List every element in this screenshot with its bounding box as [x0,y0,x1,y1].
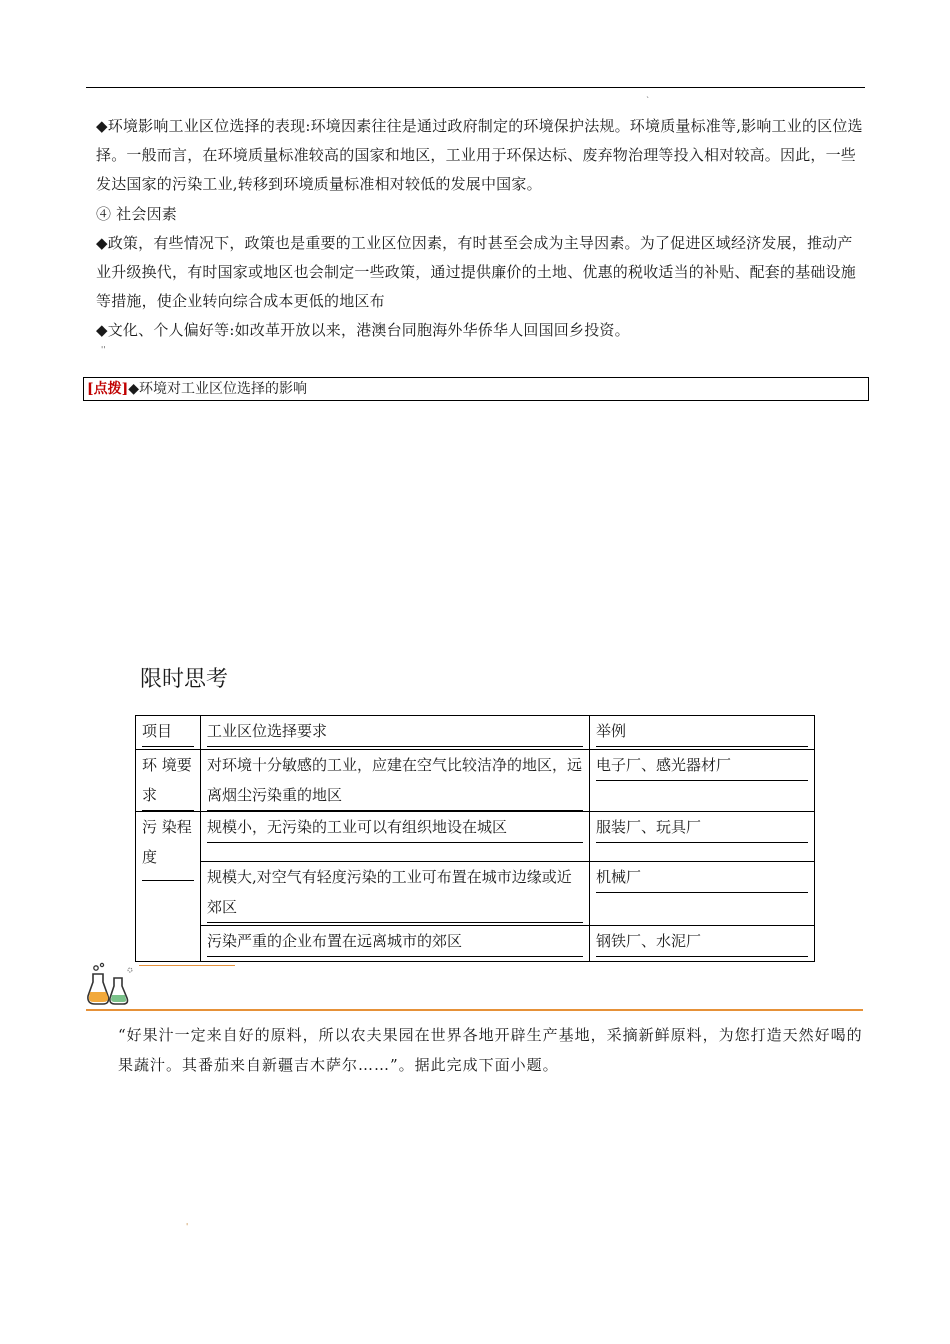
requirement-cell: 规模大,对空气有轻度污染的工业可布置在城市边缘或近郊区 [207,862,583,923]
example-cell: 电子厂、感光器材厂 [596,750,808,781]
requirement-cell: 对环境十分敏感的工业，应建在空气比较洁净的地区，远离烟尘污染重的地区 [207,750,583,811]
thinking-table [135,715,815,962]
quote-text: “好果汁一定来自好的原料，所以农夫果园在世界各地开辟生产基地，采摘新鲜原料，为您打造天然好喝的果蔬汁。其番茄来自新疆吉木萨尔……”。据此完成下面小题。 [118,1026,863,1074]
example-cell: 钢铁厂、水泥厂 [596,926,808,957]
header-cell: 项目 [142,716,194,747]
paragraph-policy: ◆政策，有些情况下，政策也是重要的工业区位因素，有时甚至会成为主导因素。为了促进区域经济发展，推动产业升级换代，有时国家或地区也会制定一些政策，通过提供廉价的土地、优惠的税收适当的补贴、配套的基础设施等措施，使企业转向综合成本更低的地区布 [96,234,857,310]
paragraph-environment: ◆环境影响工业区位选择的表现:环境因素往往是通过政府制定的环境保护法规。环境质量标准等,影响工业的区位选择。一般而言，在环境质量标准较高的国家和地区，工业用于环保达标、废弃物治理等投入相对较高。因此，一些发达国家的污染工业,转移到环境质量标准相对较低的发展中国家。 [96,117,863,193]
header-rule [86,87,865,88]
stray-mark: '' [101,345,106,354]
accent-rule [139,965,235,966]
header-cell: 工业区位选择要求 [207,716,583,747]
table-row [136,926,815,962]
stray-mark: ` [646,96,650,105]
tip-tag: [点拨] [87,381,129,397]
table-row [136,750,815,812]
tip-text: ◆环境对工业区位选择的影响 [128,381,308,397]
requirement-cell: 污染严重的企业布置在远离城市的郊区 [207,926,583,957]
table-header-row [136,716,815,750]
group-label: 环 境要求 [142,750,194,811]
table-row [136,812,815,862]
example-cell: 服装厂、玩具厂 [596,812,808,843]
section-divider [86,1009,863,1011]
header-cell: 举例 [596,716,808,747]
table-row [136,862,815,926]
section-title: 限时思考 [140,667,229,692]
paragraph-culture: ◆文化、个人偏好等:如改革开放以来，港澳台同胞海外华侨华人回国回乡投资。 [96,321,630,339]
chemistry-flasks-icon [86,962,134,1008]
heading-social-factors: ④ 社会因素 [96,205,177,223]
requirement-cell: 规模小，无污染的工业可以有组织地设在城区 [207,812,583,843]
example-cell: 机械厂 [596,862,808,893]
stray-mark: ' [186,1222,189,1231]
group-label: 污 染程度 [142,812,194,881]
tip-box [83,377,869,401]
